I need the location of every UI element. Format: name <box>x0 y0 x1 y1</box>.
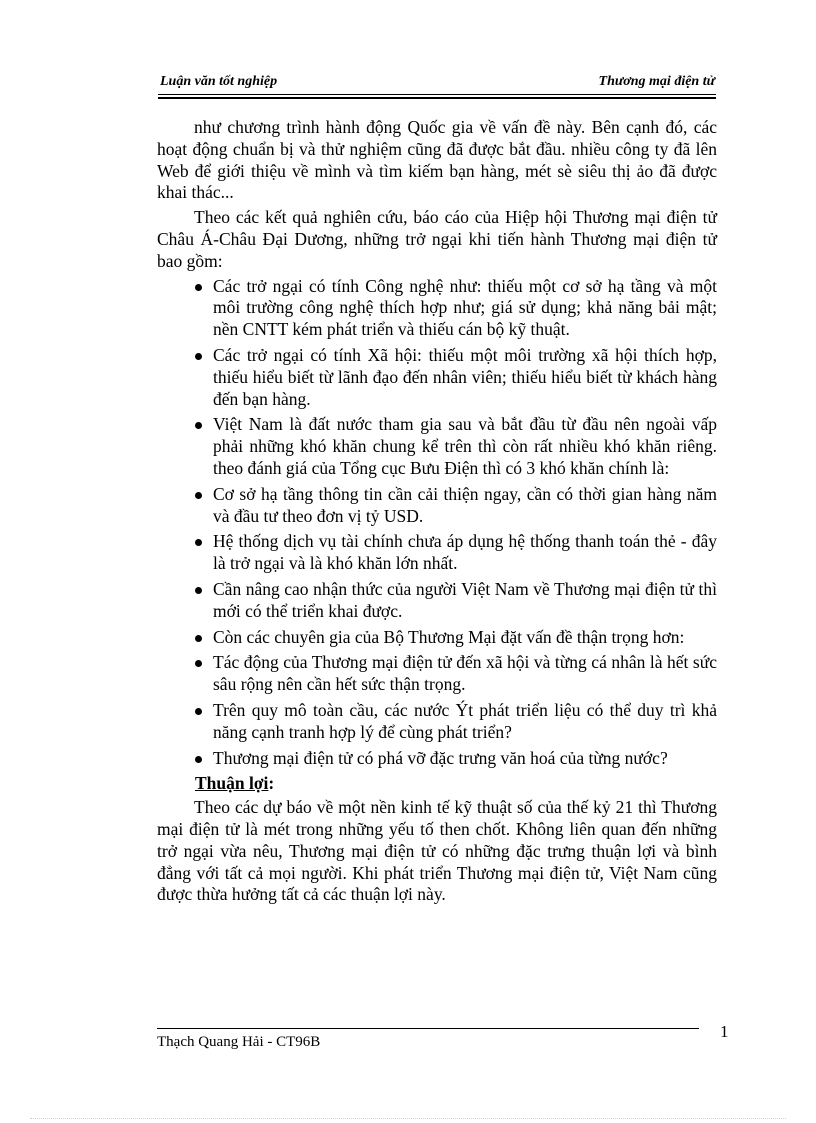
header-title-left: Luận văn tốt nghiệp <box>160 74 278 89</box>
document-body <box>157 117 717 909</box>
bullet-icon <box>195 492 202 499</box>
list-item-text: Các trở ngại có tính Công nghệ như: thiếu một cơ sở hạ tầng và một môi trường công nghệ thích hợp như; giá sử dụng; khả năng bải mật; nền CNTT kém phát triển và thiếu cán bộ kỹ thuật. <box>213 275 717 340</box>
bullet-icon <box>195 284 202 291</box>
list-item <box>157 345 717 410</box>
body-paragraph: Theo các kết quả nghiên cứu, báo cáo của Hiệp hội Thương mại điện tử Châu Á-Châu Đại Dương, những trở ngại khi tiến hành Thương mại điện tử bao gồm: <box>157 207 717 271</box>
list-item <box>157 484 717 528</box>
obstacle-list <box>157 276 717 770</box>
list-item-text: Các trở ngại có tính Xã hội: thiếu một môi trường xã hội thích hợp, thiếu hiểu biết từ lãnh đạo đến nhân viên; thiếu hiểu biết từ khách hàng đến bạn hàng. <box>213 344 717 409</box>
page-bottom-border <box>30 1118 786 1119</box>
list-item <box>157 531 717 575</box>
bullet-icon <box>195 660 202 667</box>
bullet-icon <box>195 708 202 715</box>
list-item <box>157 627 717 649</box>
list-item-text: Hệ thống dịch vụ tài chính chưa áp dụng hệ thống thanh toán thẻ - đây là trở ngại và là khó khăn lớn nhất. <box>213 531 717 574</box>
page-header <box>160 72 715 92</box>
list-item-text: Còn các chuyên gia của Bộ Thương Mại đặt vấn đề thận trọng hơn: <box>213 626 685 647</box>
list-item-text: Thương mại điện tử có phá vỡ đặc trưng văn hoá của từng nước? <box>213 747 668 768</box>
bullet-icon <box>195 422 202 429</box>
list-item-text: Tác động của Thương mại điện tử đến xã hội và từng cá nhân là hết sức sâu rộng nên cần hết sức thận trọng. <box>213 652 717 695</box>
header-rule-thin <box>158 94 716 95</box>
list-item <box>157 652 717 696</box>
subheading-colon: : <box>268 773 275 794</box>
bullet-icon <box>195 587 202 594</box>
bullet-icon <box>195 539 202 546</box>
body-paragraph: như chương trình hành động Quốc gia về vấn đề này. Bên cạnh đó, các hoạt động chuẩn bị và thử nghiệm cũng đã được bắt đầu. nhiều công ty đã lên Web để giới thiệu về mình và tìm kiếm bạn hàng, mét sè siêu thị ảo đã được khai thác... <box>157 117 717 203</box>
list-item <box>157 276 717 341</box>
bullet-icon <box>195 635 202 642</box>
header-title-right: Thương mại điện tử <box>598 74 715 89</box>
bullet-icon <box>195 353 202 360</box>
list-item-text: Cơ sở hạ tầng thông tin cần cải thiện ngay, cần có thời gian hàng năm và đầu tư theo đơn vị tỷ USD. <box>213 483 717 526</box>
list-item <box>157 414 717 479</box>
list-item <box>157 700 717 744</box>
section-subheading <box>195 773 717 795</box>
list-item <box>157 579 717 623</box>
page-number: 1 <box>720 1022 729 1041</box>
list-item-text: Cần nâng cao nhận thức của người Việt Nam về Thương mại điện tử thì mới có thể triển khai được. <box>213 578 717 621</box>
closing-paragraph: Theo các dự báo về một nền kinh tế kỹ thuật số của thế kỷ 21 thì Thương mại điện tử là mét trong những yếu tố then chốt. Không liên quan đến những trở ngại vừa nêu, Thương mại điện tử có những đặc trưng thuận lợi và bình đẳng với tất cả mọi người. Khi phát triển Thương mại điện tử, Việt Nam cũng được thừa hưởng tất cả các thuận lợi này. <box>157 797 717 905</box>
footer-author: Thạch Quang Hải - CT96B <box>157 1034 321 1050</box>
list-item-text: Việt Nam là đất nước tham gia sau và bắt đầu từ đầu nên ngoài vấp phải những khó khăn chung kể trên thì còn rất nhiều khó khăn riêng. theo đánh giá của Tổng cục Bưu Điện thì có 3 khó khăn chính là: <box>213 414 717 478</box>
list-item-text: Trên quy mô toàn cầu, các nước Ýt phát triển liệu có thể duy trì khả năng cạnh tranh hợp lý để cùng phát triển? <box>213 699 717 742</box>
subheading-text: Thuận lợi <box>195 773 269 794</box>
list-item <box>157 748 717 770</box>
header-rule-thick <box>158 97 716 99</box>
bullet-icon <box>195 756 202 763</box>
footer-rule <box>157 1028 699 1029</box>
